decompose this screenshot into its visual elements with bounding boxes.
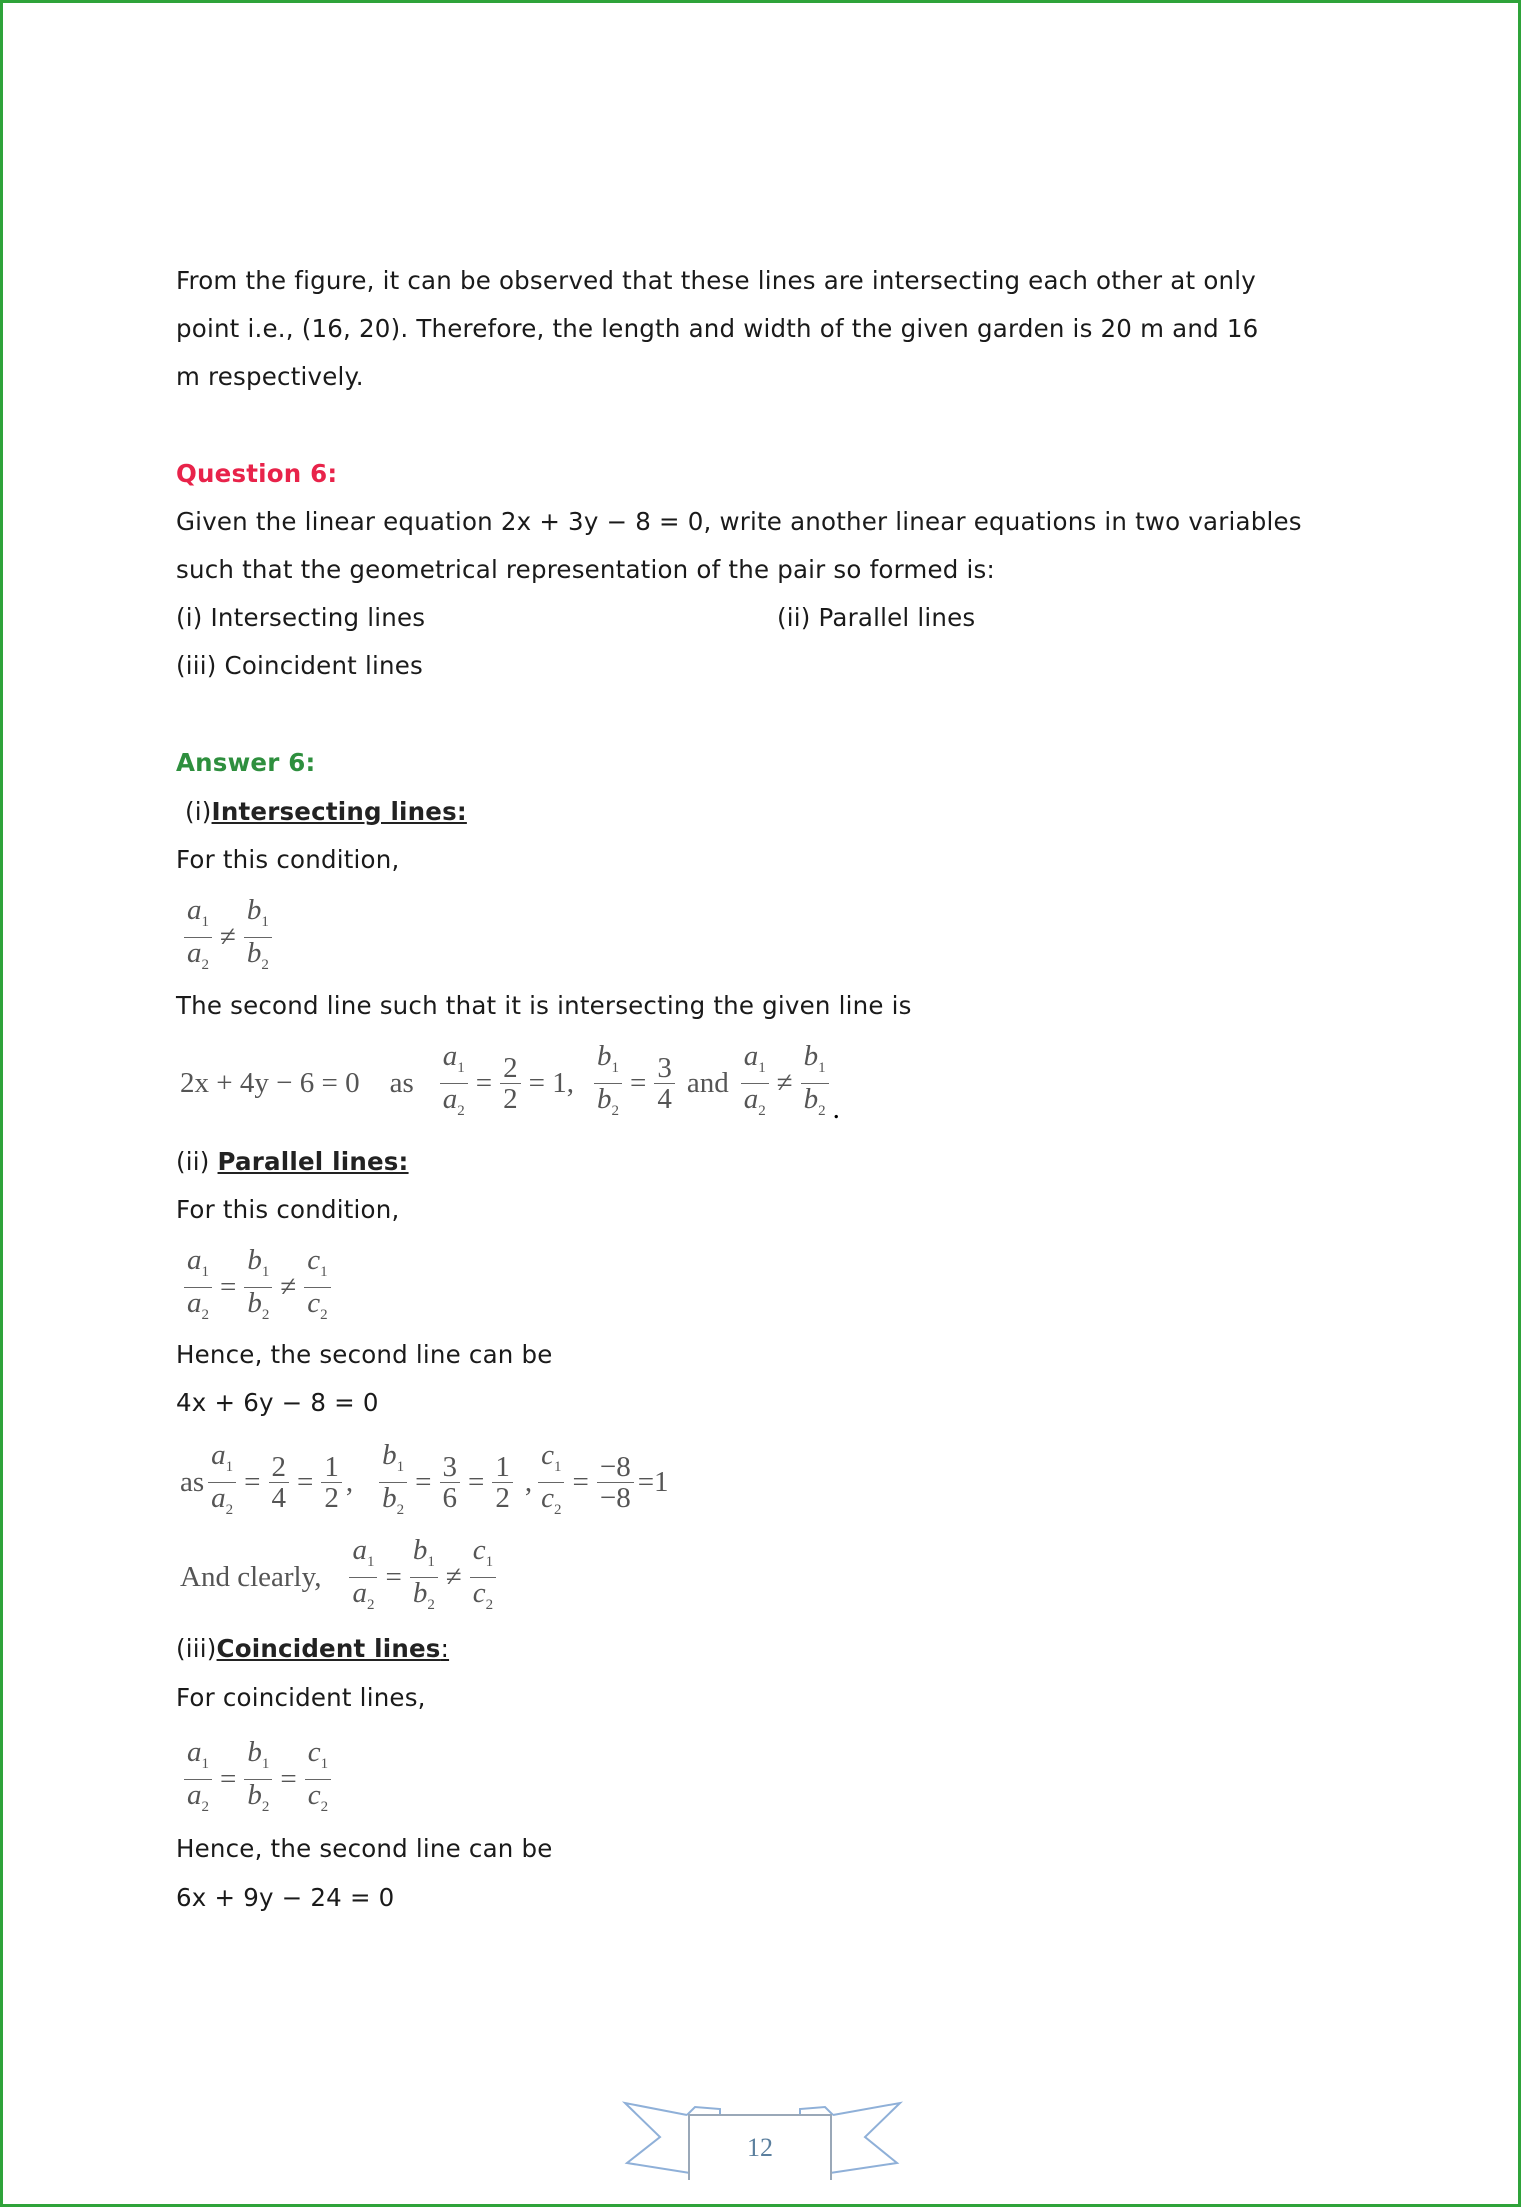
ratio-b-den: 4 <box>654 1083 675 1114</box>
ratio-c-num: −8 <box>599 1450 631 1483</box>
period: . <box>832 1092 840 1125</box>
ratio-b-num: 3 <box>657 1051 672 1084</box>
part2-title: Parallel lines: <box>217 1147 409 1176</box>
part2-condition: For this condition, <box>176 1195 400 1224</box>
question-option-3: (iii) Coincident lines <box>176 651 423 680</box>
question-heading: Question 6: <box>176 459 338 488</box>
part1-text: The second line such that it is intersecting the given line is <box>176 991 912 1020</box>
ratio-a-simplified-num: 1 <box>324 1450 339 1483</box>
ratio-b-num: 3 <box>442 1450 457 1483</box>
as-label: as <box>389 1066 414 1099</box>
intro-line-1: From the figure, it can be observed that these lines are intersecting each other at only <box>176 266 1256 295</box>
part3-equation: 6x + 9y − 24 = 0 <box>176 1883 395 1912</box>
question-line-2: such that the geometrical representation of the pair so formed is: <box>176 555 995 584</box>
and-label: and <box>686 1066 729 1099</box>
part1-equation-formula: 2x + 4y − 6 = 0 as $\frac{a_1}{a_2}$ = $\frac{2}{2}$ = 1, $\frac{b_1}{b_2}$ = $\frac{3}{4}$ and $\frac{a_1}{a_2}$ ≠ $\frac{b_1}{b_2}$ . <box>180 1040 840 1125</box>
ratio-b-simplified-num: 1 <box>495 1450 510 1483</box>
part2-heading <box>176 1147 409 1177</box>
part3-condition: For coincident lines, <box>176 1683 426 1712</box>
and-clearly-label: And clearly, <box>180 1560 322 1593</box>
ratio-c-value: =1 <box>637 1465 669 1498</box>
ratio-c-den: −8 <box>597 1482 634 1513</box>
part2-condition-formula: $\frac{a_1}{a_2}$ = $\frac{b_1}{b_2}$ ≠ $\frac{c_1}{c_2}$ <box>180 1245 335 1330</box>
part1-heading <box>185 797 467 827</box>
intro-line-2: point i.e., (16, 20). Therefore, the length and width of the given garden is 20 m and 16 <box>176 314 1259 343</box>
part1-prefix: (i) <box>185 797 212 826</box>
ratio-a-den: 4 <box>269 1482 290 1513</box>
intro-line-3: m respectively. <box>176 362 364 391</box>
part2-prefix: (ii) <box>176 1147 218 1176</box>
part1-equation: 2x + 4y − 6 = 0 <box>180 1066 360 1099</box>
part3-condition-formula: $\frac{a_1}{a_2}$ = $\frac{b_1}{b_2}$ = $\frac{c_1}{c_2}$ <box>180 1737 335 1822</box>
ratio-a-num: 2 <box>503 1051 518 1084</box>
part2-equation: 4x + 6y − 8 = 0 <box>176 1388 379 1417</box>
part3-colon: : <box>440 1634 450 1663</box>
ratio-b-den: 6 <box>440 1482 461 1513</box>
ratio-b-simplified-den: 2 <box>492 1482 513 1513</box>
part1-condition: For this condition, <box>176 845 400 874</box>
question-line-1: Given the linear equation 2x + 3y − 8 = 0, write another linear equations in two variables <box>176 507 1302 536</box>
part2-ratios-formula: as $\frac{a_1}{a_2}$ = $\frac{2}{4}$ = $\frac{1}{2}$ , $\frac{b_1}{b_2}$ = $\frac{3}{6}$ = $\frac{1}{2}$ , $\frac{c_1}{c_2}$ = $\frac{-8}{-8}$ =1 <box>180 1440 669 1525</box>
ratio-a-simplified-den: 2 <box>321 1482 342 1513</box>
part1-condition-formula: $\frac{a_1}{a_2}$ ≠ $\frac{b_1}{b_2}$ <box>180 895 276 980</box>
answer-heading: Answer 6: <box>176 748 316 777</box>
part3-text: Hence, the second line can be <box>176 1834 553 1863</box>
question-option-2: (ii) Parallel lines <box>777 603 976 632</box>
part1-title: Intersecting lines: <box>211 797 467 826</box>
part3-heading <box>176 1634 449 1664</box>
as-label: as <box>180 1465 205 1498</box>
question-option-1: (i) Intersecting lines <box>176 603 426 632</box>
part3-title: Coincident lines <box>216 1634 441 1663</box>
ratio-a-num: 2 <box>271 1450 287 1483</box>
part2-clearly-formula: And clearly, $\frac{a_1}{a_2}$ = $\frac{b_1}{b_2}$ ≠ $\frac{c_1}{c_2}$ <box>180 1535 500 1620</box>
page-number-ribbon <box>615 2085 905 2180</box>
page-number: 12 <box>747 2133 773 2162</box>
ratio-a-value: = 1, <box>528 1066 574 1099</box>
ratio-a-den: 2 <box>500 1083 521 1114</box>
part2-text: Hence, the second line can be <box>176 1340 553 1369</box>
part3-prefix: (iii) <box>176 1634 217 1663</box>
